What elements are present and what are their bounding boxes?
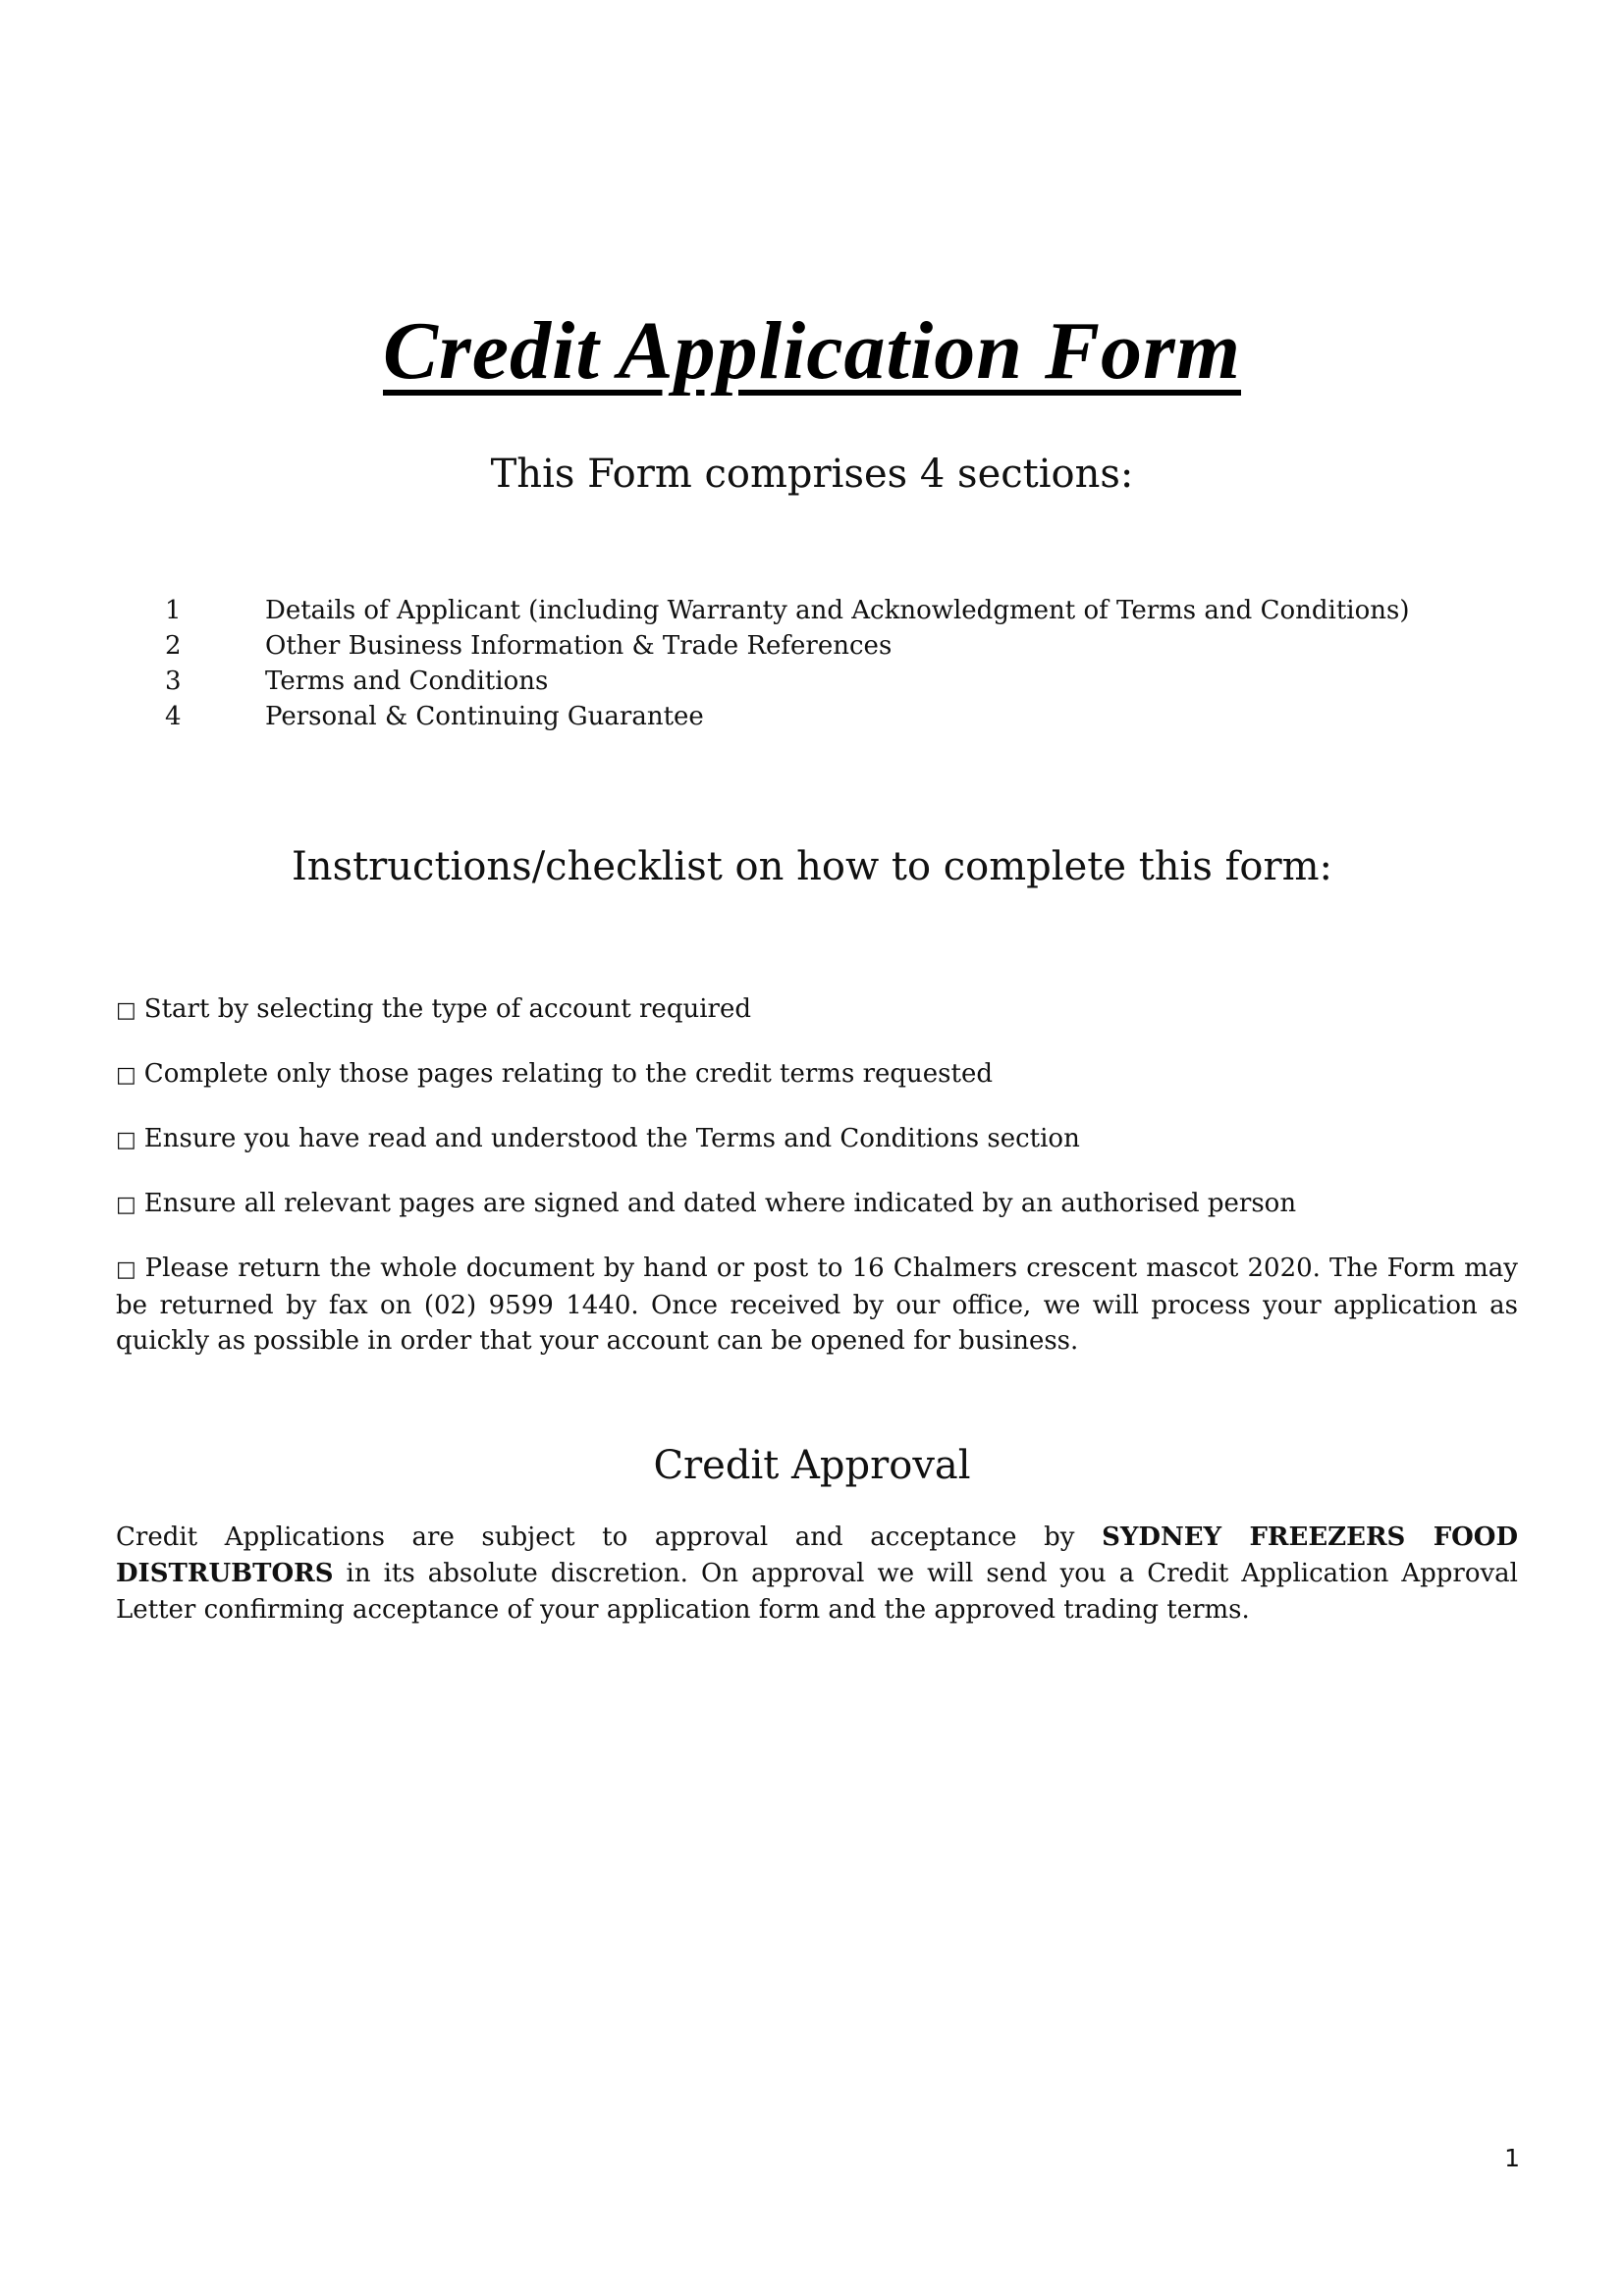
checkbox-icon: □ — [116, 1128, 136, 1152]
checkbox-icon: □ — [116, 1257, 137, 1282]
instructions-heading: Instructions/checklist on how to complete this form: — [292, 844, 1332, 889]
checklist-item — [116, 1121, 1518, 1158]
form-title: Credit Application Form — [383, 305, 1241, 397]
checklist-item — [116, 1056, 1518, 1094]
page-number: 1 — [1504, 2144, 1520, 2172]
checklist-item — [116, 1186, 1518, 1223]
checklist-item-text: Start by selecting the type of account required — [143, 994, 751, 1024]
section-number: 1 — [165, 596, 182, 625]
checkbox-icon: □ — [116, 1063, 136, 1088]
section-label: Other Business Information & Trade References — [265, 631, 893, 661]
checklist-item-text: Ensure all relevant pages are signed and dated where indicated by an authorised person — [143, 1189, 1297, 1218]
section-item — [165, 664, 1441, 699]
section-number: 3 — [165, 667, 182, 696]
sections-heading: This Form comprises 4 sections: — [490, 452, 1134, 497]
checkbox-icon: □ — [116, 1193, 136, 1217]
checklist-item-text: Ensure you have read and understood the Terms and Conditions section — [143, 1124, 1080, 1153]
credit-approval-paragraph — [116, 1520, 1518, 1629]
approval-text-start: Credit Applications are subject to approval and acceptance by — [116, 1522, 1103, 1552]
section-number: 2 — [165, 631, 182, 661]
checkbox-icon: □ — [116, 998, 136, 1023]
checklist-item-text: Please return the whole document by hand or post to 16 Chalmers crescent mascot 2020. The Form may be returned by fax on (02) 9599 1440. Once received by our office, we will process your application as quickly as possible in order that your account can be opened for business. — [116, 1254, 1518, 1356]
checklist-item — [116, 1251, 1518, 1359]
section-label: Terms and Conditions — [265, 667, 549, 696]
credit-approval-heading: Credit Approval — [653, 1443, 971, 1488]
section-item — [165, 593, 1441, 628]
section-label: Personal & Continuing Guarantee — [265, 702, 704, 731]
checklist-item-text: Complete only those pages relating to the credit terms requested — [143, 1059, 993, 1089]
section-item — [165, 628, 1441, 664]
sections-list — [165, 593, 1441, 734]
instructions-checklist — [116, 991, 1518, 1386]
section-number: 4 — [165, 702, 182, 731]
company-name: SYDNEY FREEZERS FOOD DISTRUBTORS — [116, 1522, 1518, 1588]
checklist-item — [116, 991, 1518, 1029]
approval-text-end: in its absolute discretion. On approval we will send you a Credit Application Approval Letter confirming acceptance of your application form and the approved trading terms. — [116, 1559, 1518, 1625]
section-label: Details of Applicant (including Warranty and Acknowledgment of Terms and Conditions) — [265, 596, 1410, 625]
section-item — [165, 699, 1441, 734]
